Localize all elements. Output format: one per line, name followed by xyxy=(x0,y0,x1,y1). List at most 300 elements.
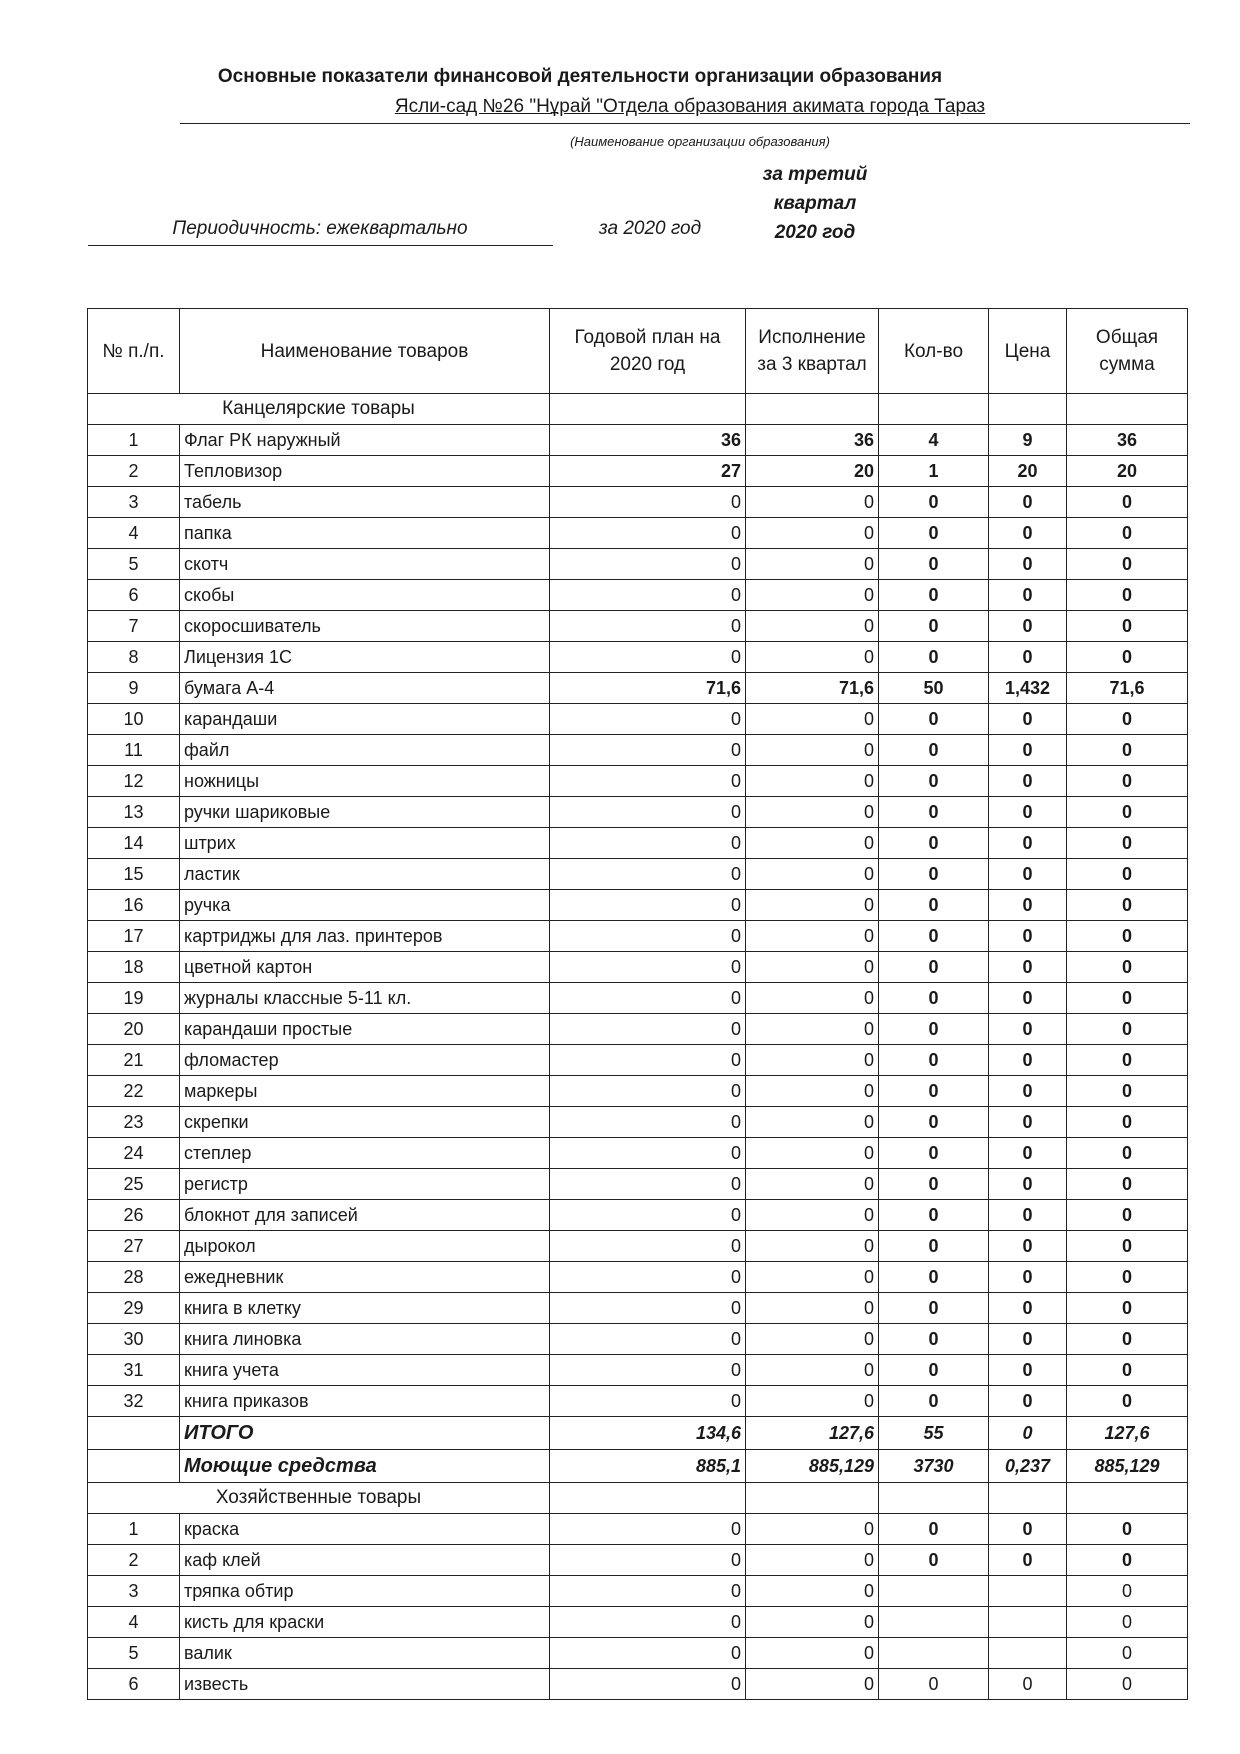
cell-quantity: 0 xyxy=(879,1514,989,1545)
cell-quantity xyxy=(879,1607,989,1638)
cell-number: 11 xyxy=(88,735,180,766)
cell-annual-plan: 0 xyxy=(550,611,746,642)
column-header-price: Цена xyxy=(989,309,1067,394)
cell-price: 0 xyxy=(989,611,1067,642)
cell-total: 0 xyxy=(1067,1200,1188,1231)
cell-price: 20 xyxy=(989,456,1067,487)
empty-cell xyxy=(989,1483,1067,1514)
cell-name: регистр xyxy=(180,1169,550,1200)
cell-execution: 0 xyxy=(746,735,879,766)
cell-total: 0 xyxy=(1067,859,1188,890)
column-header-number: № п./п. xyxy=(88,309,180,394)
cell-number: 15 xyxy=(88,859,180,890)
cell-name: краска xyxy=(180,1514,550,1545)
cell-execution: 0 xyxy=(746,828,879,859)
cell-quantity: 0 xyxy=(879,611,989,642)
cell-name: картриджы для лаз. принтеров xyxy=(180,921,550,952)
cell-price: 0 xyxy=(989,859,1067,890)
cell-annual-plan: 0 xyxy=(550,797,746,828)
cell-execution: 0 xyxy=(746,1293,879,1324)
cell-annual-plan: 0 xyxy=(550,1638,746,1669)
table-row xyxy=(88,890,1188,921)
cell-number: 32 xyxy=(88,1386,180,1417)
cell-annual-plan: 0 xyxy=(550,1607,746,1638)
section-title: Канцелярские товары xyxy=(88,394,550,425)
cell-total: 127,6 xyxy=(1067,1417,1188,1450)
table-row xyxy=(88,1138,1188,1169)
organization-caption: (Наименование организации образования) xyxy=(570,134,830,149)
cell-total: 0 xyxy=(1067,1138,1188,1169)
cell-total: 0 xyxy=(1067,580,1188,611)
cell-price: 0 xyxy=(989,797,1067,828)
cell-annual-plan: 0 xyxy=(550,828,746,859)
cell-number: 24 xyxy=(88,1138,180,1169)
cell-annual-plan: 0 xyxy=(550,1514,746,1545)
cell-quantity: 0 xyxy=(879,487,989,518)
cell-quantity: 55 xyxy=(879,1417,989,1450)
cell-name: валик xyxy=(180,1638,550,1669)
cell-total: 0 xyxy=(1067,1514,1188,1545)
cell-total: 36 xyxy=(1067,425,1188,456)
cell-quantity: 0 xyxy=(879,890,989,921)
table-row xyxy=(88,642,1188,673)
empty-cell xyxy=(550,1483,746,1514)
cell-name: маркеры xyxy=(180,1076,550,1107)
cell-name: книга учета xyxy=(180,1355,550,1386)
report-year: за 2020 год xyxy=(598,218,702,239)
cell-execution: 0 xyxy=(746,642,879,673)
cell-name: цветной картон xyxy=(180,952,550,983)
cell-annual-plan: 0 xyxy=(550,1169,746,1200)
cell-quantity: 0 xyxy=(879,1324,989,1355)
cell-number: 1 xyxy=(88,1514,180,1545)
cell-execution: 0 xyxy=(746,1576,879,1607)
cell-price: 0 xyxy=(989,1262,1067,1293)
cell-total: 0 xyxy=(1067,797,1188,828)
cell-annual-plan: 0 xyxy=(550,1200,746,1231)
table-row xyxy=(88,580,1188,611)
cell-number: 5 xyxy=(88,549,180,580)
empty-cell xyxy=(746,1483,879,1514)
cell-quantity: 0 xyxy=(879,1262,989,1293)
cell-price: 0 xyxy=(989,1045,1067,1076)
cell-annual-plan: 71,6 xyxy=(550,673,746,704)
cell-number: 13 xyxy=(88,797,180,828)
cell-annual-plan: 0 xyxy=(550,1324,746,1355)
cell-quantity: 0 xyxy=(879,1669,989,1700)
cell-annual-plan: 0 xyxy=(550,580,746,611)
cell-price: 0 xyxy=(989,1386,1067,1417)
cell-price: 0 xyxy=(989,704,1067,735)
cell-execution: 0 xyxy=(746,1076,879,1107)
cell-total: 885,129 xyxy=(1067,1450,1188,1483)
cell-quantity: 50 xyxy=(879,673,989,704)
cell-total: 0 xyxy=(1067,1262,1188,1293)
cell-number: 21 xyxy=(88,1045,180,1076)
cell-price: 0 xyxy=(989,518,1067,549)
table-row xyxy=(88,1014,1188,1045)
cell-total: 0 xyxy=(1067,1355,1188,1386)
cell-quantity: 0 xyxy=(879,1200,989,1231)
cell-price: 0 xyxy=(989,983,1067,1014)
cell-number: 25 xyxy=(88,1169,180,1200)
cell-price: 0 xyxy=(989,1293,1067,1324)
cell-annual-plan: 0 xyxy=(550,1262,746,1293)
cell-price: 0 xyxy=(989,1514,1067,1545)
cell-number: 16 xyxy=(88,890,180,921)
cell-total: 0 xyxy=(1067,1014,1188,1045)
table-row xyxy=(88,1045,1188,1076)
cell-annual-plan: 0 xyxy=(550,1045,746,1076)
cell-execution: 0 xyxy=(746,921,879,952)
cell-number: 10 xyxy=(88,704,180,735)
cell-total: 0 xyxy=(1067,1293,1188,1324)
cell-execution: 36 xyxy=(746,425,879,456)
cell-total: 0 xyxy=(1067,890,1188,921)
cell-number: 6 xyxy=(88,1669,180,1700)
cell-price: 0 xyxy=(989,921,1067,952)
cell-number: 22 xyxy=(88,1076,180,1107)
cell-price: 9 xyxy=(989,425,1067,456)
cell-total: 0 xyxy=(1067,735,1188,766)
table-row xyxy=(88,1669,1188,1700)
table-row xyxy=(88,1293,1188,1324)
cell-price: 0,237 xyxy=(989,1450,1067,1483)
cell-quantity: 0 xyxy=(879,828,989,859)
cell-execution: 0 xyxy=(746,1355,879,1386)
cell-quantity: 0 xyxy=(879,921,989,952)
cell-execution: 0 xyxy=(746,766,879,797)
cell-number: 2 xyxy=(88,456,180,487)
table-row xyxy=(88,1576,1188,1607)
cell-annual-plan: 885,1 xyxy=(550,1450,746,1483)
cell-execution: 0 xyxy=(746,611,879,642)
table-row xyxy=(88,921,1188,952)
cell-annual-plan: 0 xyxy=(550,642,746,673)
cell-quantity: 0 xyxy=(879,952,989,983)
cell-total: 0 xyxy=(1067,1576,1188,1607)
table-row xyxy=(88,549,1188,580)
table-row xyxy=(88,611,1188,642)
table-row xyxy=(88,1324,1188,1355)
cell-price: 0 xyxy=(989,580,1067,611)
table-row xyxy=(88,735,1188,766)
cell-total: 0 xyxy=(1067,1169,1188,1200)
cell-execution: 0 xyxy=(746,549,879,580)
cell-quantity: 0 xyxy=(879,1231,989,1262)
cell-number xyxy=(88,1417,180,1450)
table-row xyxy=(88,673,1188,704)
cell-quantity: 0 xyxy=(879,735,989,766)
cell-price xyxy=(989,1607,1067,1638)
cell-name: блокнот для записей xyxy=(180,1200,550,1231)
cell-execution: 0 xyxy=(746,704,879,735)
cell-quantity: 0 xyxy=(879,580,989,611)
cell-price: 0 xyxy=(989,1014,1067,1045)
cell-price: 0 xyxy=(989,1076,1067,1107)
cell-price: 0 xyxy=(989,487,1067,518)
column-header-annual-plan: Годовой план на 2020 год xyxy=(550,309,746,394)
cell-number: 9 xyxy=(88,673,180,704)
table-row xyxy=(88,766,1188,797)
cell-annual-plan: 0 xyxy=(550,1386,746,1417)
cell-name: ежедневник xyxy=(180,1262,550,1293)
cell-name: книга приказов xyxy=(180,1386,550,1417)
cell-total: 20 xyxy=(1067,456,1188,487)
periodicity-underline xyxy=(88,245,553,246)
table-row xyxy=(88,518,1188,549)
cell-quantity: 4 xyxy=(879,425,989,456)
cell-number: 4 xyxy=(88,1607,180,1638)
table-row xyxy=(88,456,1188,487)
cell-name: файл xyxy=(180,735,550,766)
cell-execution: 0 xyxy=(746,1545,879,1576)
cell-number: 23 xyxy=(88,1107,180,1138)
total-row xyxy=(88,1450,1188,1483)
cell-price: 0 xyxy=(989,952,1067,983)
cell-total: 0 xyxy=(1067,1107,1188,1138)
table-row xyxy=(88,1607,1188,1638)
cell-annual-plan: 0 xyxy=(550,983,746,1014)
cell-execution: 0 xyxy=(746,1386,879,1417)
cell-annual-plan: 0 xyxy=(550,1076,746,1107)
table-row xyxy=(88,1514,1188,1545)
cell-name: Моющие средства xyxy=(180,1450,550,1483)
cell-execution: 0 xyxy=(746,1324,879,1355)
organization-name: Ясли-сад №26 "Нұрай "Отдела образования акимата города Тараз xyxy=(394,96,986,117)
cell-total: 0 xyxy=(1067,487,1188,518)
cell-quantity: 3730 xyxy=(879,1450,989,1483)
cell-annual-plan: 0 xyxy=(550,1231,746,1262)
cell-total: 0 xyxy=(1067,1324,1188,1355)
cell-execution: 0 xyxy=(746,859,879,890)
cell-total: 0 xyxy=(1067,1231,1188,1262)
cell-execution: 885,129 xyxy=(746,1450,879,1483)
cell-name: карандаши xyxy=(180,704,550,735)
cell-number: 18 xyxy=(88,952,180,983)
cell-number: 8 xyxy=(88,642,180,673)
cell-total: 0 xyxy=(1067,1076,1188,1107)
cell-number: 30 xyxy=(88,1324,180,1355)
cell-total: 0 xyxy=(1067,549,1188,580)
cell-quantity: 0 xyxy=(879,549,989,580)
cell-execution: 0 xyxy=(746,1169,879,1200)
cell-price: 1,432 xyxy=(989,673,1067,704)
cell-quantity: 0 xyxy=(879,1076,989,1107)
cell-quantity: 0 xyxy=(879,1355,989,1386)
cell-price: 0 xyxy=(989,1324,1067,1355)
report-period-line: квартал xyxy=(773,193,857,214)
cell-name: скрепки xyxy=(180,1107,550,1138)
cell-name: каф клей xyxy=(180,1545,550,1576)
table-row xyxy=(88,983,1188,1014)
table-row xyxy=(88,1638,1188,1669)
empty-cell xyxy=(550,394,746,425)
cell-execution: 0 xyxy=(746,1138,879,1169)
table-header-row xyxy=(88,309,1188,394)
cell-name: штрих xyxy=(180,828,550,859)
empty-cell xyxy=(879,1483,989,1514)
cell-number: 7 xyxy=(88,611,180,642)
cell-name: тряпка обтир xyxy=(180,1576,550,1607)
column-header-total: Общая сумма xyxy=(1067,309,1188,394)
cell-name: скобы xyxy=(180,580,550,611)
cell-quantity: 0 xyxy=(879,1386,989,1417)
cell-total: 0 xyxy=(1067,1607,1188,1638)
cell-quantity: 0 xyxy=(879,1169,989,1200)
cell-execution: 0 xyxy=(746,1607,879,1638)
cell-name: папка xyxy=(180,518,550,549)
cell-total: 0 xyxy=(1067,766,1188,797)
cell-number: 1 xyxy=(88,425,180,456)
cell-name: ластик xyxy=(180,859,550,890)
cell-annual-plan: 0 xyxy=(550,1293,746,1324)
cell-total: 0 xyxy=(1067,1545,1188,1576)
cell-number: 20 xyxy=(88,1014,180,1045)
cell-price: 0 xyxy=(989,1355,1067,1386)
cell-price: 0 xyxy=(989,642,1067,673)
cell-execution: 0 xyxy=(746,952,879,983)
cell-number: 3 xyxy=(88,487,180,518)
cell-total: 0 xyxy=(1067,1669,1188,1700)
cell-quantity: 0 xyxy=(879,642,989,673)
cell-name: кисть для краски xyxy=(180,1607,550,1638)
cell-price: 0 xyxy=(989,1107,1067,1138)
table-row xyxy=(88,1200,1188,1231)
cell-annual-plan: 0 xyxy=(550,859,746,890)
cell-number: 6 xyxy=(88,580,180,611)
cell-total: 0 xyxy=(1067,983,1188,1014)
cell-name: книга линовка xyxy=(180,1324,550,1355)
cell-number: 17 xyxy=(88,921,180,952)
cell-price: 0 xyxy=(989,1545,1067,1576)
cell-total: 71,6 xyxy=(1067,673,1188,704)
report-title: Основные показатели финансовой деятельности организации образования xyxy=(217,66,943,87)
cell-quantity: 0 xyxy=(879,1138,989,1169)
cell-annual-plan: 0 xyxy=(550,1355,746,1386)
cell-quantity: 0 xyxy=(879,859,989,890)
cell-annual-plan: 36 xyxy=(550,425,746,456)
cell-number xyxy=(88,1450,180,1483)
cell-total: 0 xyxy=(1067,1045,1188,1076)
cell-execution: 0 xyxy=(746,1231,879,1262)
cell-quantity: 0 xyxy=(879,1293,989,1324)
cell-number: 2 xyxy=(88,1545,180,1576)
cell-total: 0 xyxy=(1067,1638,1188,1669)
cell-name: известь xyxy=(180,1669,550,1700)
cell-execution: 0 xyxy=(746,1669,879,1700)
cell-name: ИТОГО xyxy=(180,1417,550,1450)
cell-name: ручки шариковые xyxy=(180,797,550,828)
cell-total: 0 xyxy=(1067,828,1188,859)
cell-name: Лицензия 1С xyxy=(180,642,550,673)
cell-annual-plan: 0 xyxy=(550,735,746,766)
total-row xyxy=(88,1417,1188,1450)
table-row xyxy=(88,1545,1188,1576)
cell-name: скотч xyxy=(180,549,550,580)
report-period-line: 2020 год xyxy=(774,222,856,243)
cell-annual-plan: 0 xyxy=(550,487,746,518)
cell-name: Флаг РК наружный xyxy=(180,425,550,456)
table-row xyxy=(88,1231,1188,1262)
section-row xyxy=(88,1483,1188,1514)
cell-name: скоросшиватель xyxy=(180,611,550,642)
cell-number: 28 xyxy=(88,1262,180,1293)
cell-price: 0 xyxy=(989,549,1067,580)
cell-price xyxy=(989,1576,1067,1607)
cell-total: 0 xyxy=(1067,518,1188,549)
cell-price: 0 xyxy=(989,890,1067,921)
table-row xyxy=(88,487,1188,518)
report-period xyxy=(700,160,930,247)
empty-cell xyxy=(1067,1483,1188,1514)
cell-quantity: 0 xyxy=(879,518,989,549)
cell-annual-plan: 0 xyxy=(550,704,746,735)
cell-annual-plan: 0 xyxy=(550,921,746,952)
cell-execution: 0 xyxy=(746,983,879,1014)
cell-name: журналы классные 5-11 кл. xyxy=(180,983,550,1014)
cell-price: 0 xyxy=(989,766,1067,797)
cell-number: 3 xyxy=(88,1576,180,1607)
cell-quantity: 0 xyxy=(879,983,989,1014)
cell-annual-plan: 0 xyxy=(550,766,746,797)
cell-price: 0 xyxy=(989,1169,1067,1200)
cell-execution: 71,6 xyxy=(746,673,879,704)
cell-quantity: 0 xyxy=(879,1545,989,1576)
cell-name: табель xyxy=(180,487,550,518)
cell-name: карандаши простые xyxy=(180,1014,550,1045)
cell-quantity: 0 xyxy=(879,766,989,797)
cell-execution: 127,6 xyxy=(746,1417,879,1450)
cell-execution: 0 xyxy=(746,1638,879,1669)
table-row xyxy=(88,859,1188,890)
cell-execution: 0 xyxy=(746,1045,879,1076)
cell-annual-plan: 27 xyxy=(550,456,746,487)
table-row xyxy=(88,1107,1188,1138)
cell-execution: 0 xyxy=(746,1200,879,1231)
table-row xyxy=(88,952,1188,983)
cell-annual-plan: 0 xyxy=(550,952,746,983)
cell-price: 0 xyxy=(989,1138,1067,1169)
cell-price: 0 xyxy=(989,1669,1067,1700)
cell-name: фломастер xyxy=(180,1045,550,1076)
section-title: Хозяйственные товары xyxy=(88,1483,550,1514)
cell-quantity: 0 xyxy=(879,704,989,735)
cell-name: книга в клетку xyxy=(180,1293,550,1324)
cell-price: 0 xyxy=(989,1417,1067,1450)
table-row xyxy=(88,1386,1188,1417)
column-header-name: Наименование товаров xyxy=(180,309,550,394)
column-header-quantity: Кол-во xyxy=(879,309,989,394)
section-row xyxy=(88,394,1188,425)
table-row xyxy=(88,1076,1188,1107)
empty-cell xyxy=(879,394,989,425)
cell-total: 0 xyxy=(1067,611,1188,642)
cell-execution: 0 xyxy=(746,1107,879,1138)
cell-annual-plan: 0 xyxy=(550,1576,746,1607)
table-body xyxy=(88,394,1188,1700)
empty-cell xyxy=(1067,394,1188,425)
cell-number: 27 xyxy=(88,1231,180,1262)
cell-quantity: 0 xyxy=(879,797,989,828)
cell-name: бумага А-4 xyxy=(180,673,550,704)
cell-execution: 0 xyxy=(746,580,879,611)
cell-name: дырокол xyxy=(180,1231,550,1262)
table-row xyxy=(88,425,1188,456)
cell-annual-plan: 0 xyxy=(550,1545,746,1576)
table-row xyxy=(88,1262,1188,1293)
cell-execution: 0 xyxy=(746,487,879,518)
